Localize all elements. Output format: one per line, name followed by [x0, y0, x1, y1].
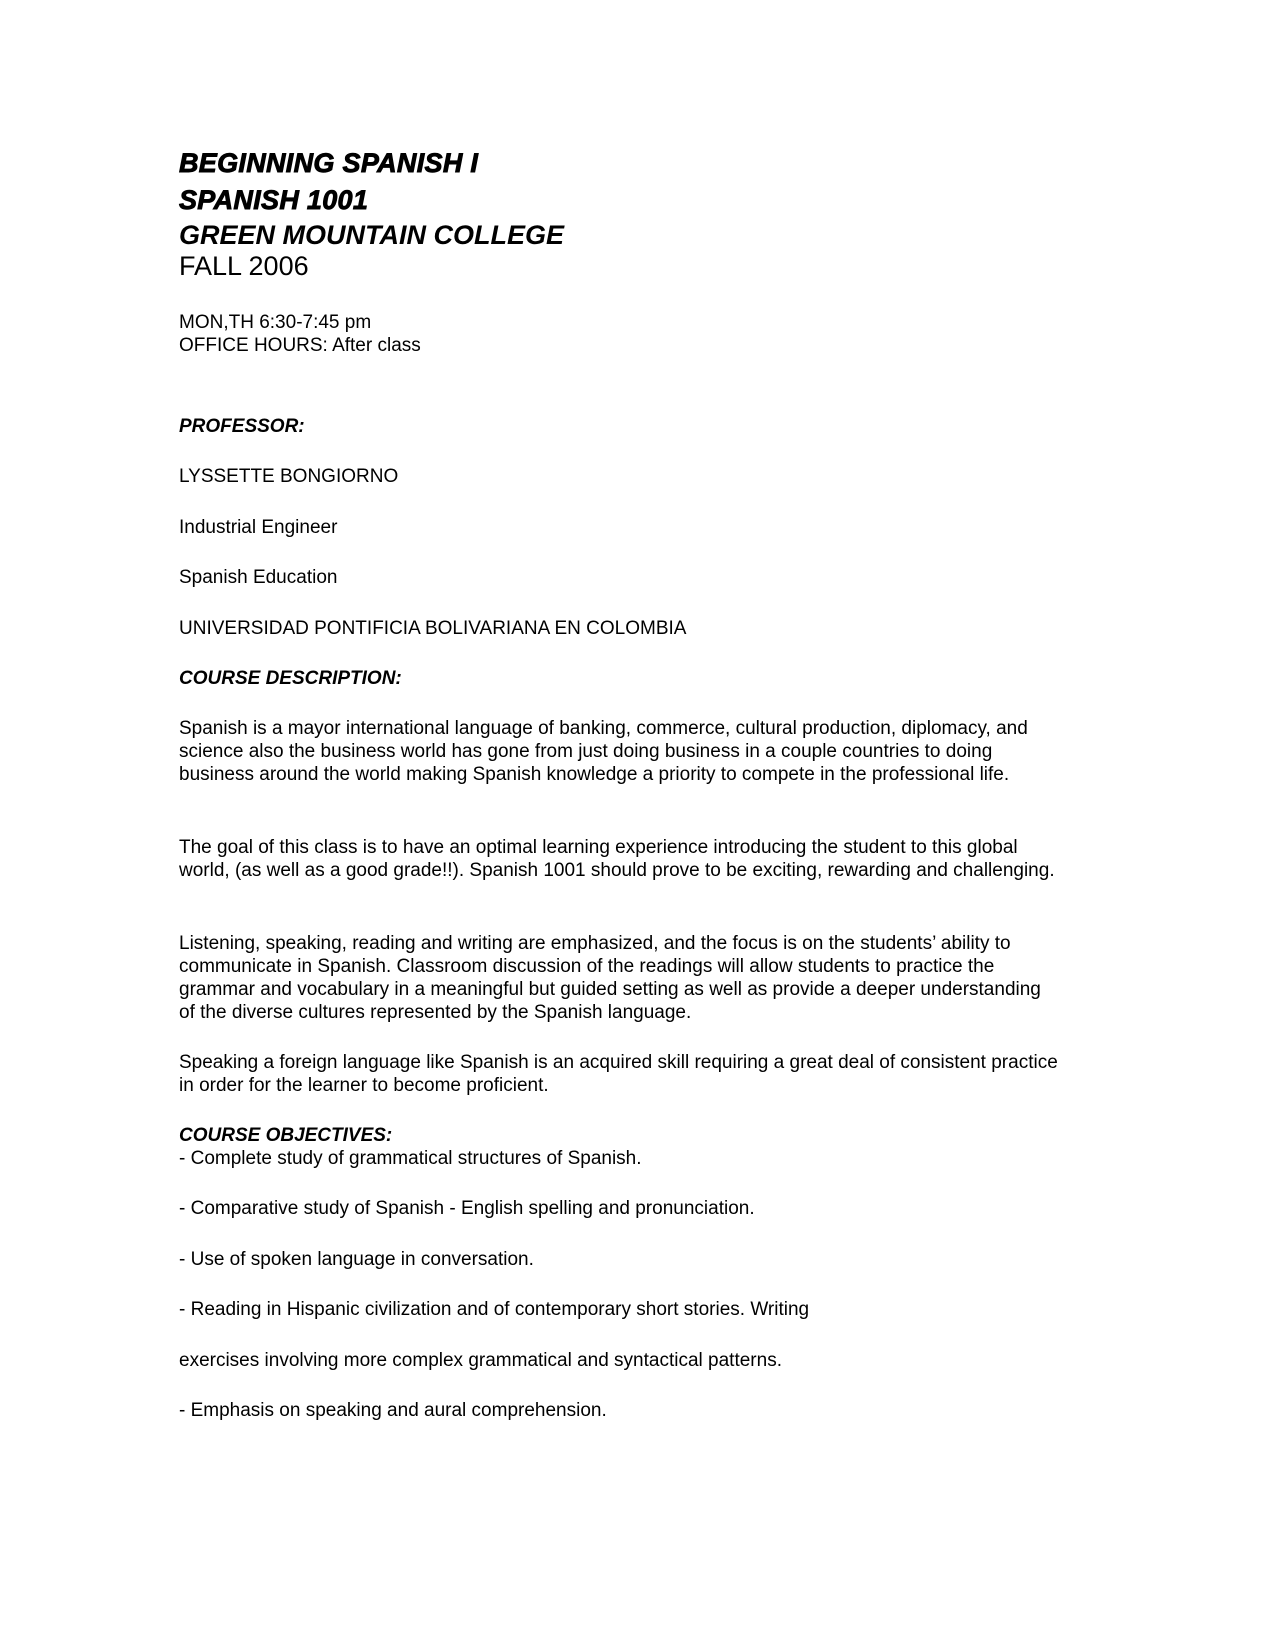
college-name: GREEN MOUNTAIN COLLEGE — [179, 220, 565, 250]
professor-name: LYSSETTE BONGIORNO — [179, 466, 399, 487]
objective-item: - Use of spoken language in conversation. — [179, 1249, 534, 1270]
course-title: BEGINNING SPANISH I — [179, 148, 479, 178]
professor-credential: Industrial Engineer — [179, 517, 338, 538]
course-objectives-heading: COURSE OBJECTIVES: — [179, 1125, 393, 1146]
office-hours: OFFICE HOURS: After class — [179, 335, 421, 356]
objective-item: exercises involving more complex grammatical and syntactical patterns. — [179, 1350, 782, 1371]
description-paragraph: Speaking a foreign language like Spanish is an acquired skill requiring a great deal of consistent practice in order for the learner to become proficient. — [179, 1052, 1058, 1096]
objective-item: - Complete study of grammatical structures of Spanish. — [179, 1148, 642, 1169]
description-paragraph: The goal of this class is to have an optimal learning experience introducing the student to this global world, (as well as a good grade!!). Spanish 1001 should prove to be exciting, rewarding and challenging. — [179, 837, 1055, 881]
meeting-time: MON,TH 6:30-7:45 pm — [179, 312, 372, 333]
objective-item: - Emphasis on speaking and aural comprehension. — [179, 1400, 607, 1421]
description-paragraph: Listening, speaking, reading and writing are emphasized, and the focus is on the students’ ability to communicate in Spanish. Classroom discussion of the readings will allow students to practice the grammar and vocabulary in a meaningful but guided setting as well as provide a deeper understanding of the diverse cultures represented by the Spanish language. — [179, 933, 1041, 1023]
professor-credential: Spanish Education — [179, 567, 338, 588]
course-description-heading: COURSE DESCRIPTION: — [179, 668, 402, 689]
professor-heading: PROFESSOR: — [179, 416, 305, 437]
professor-university: UNIVERSIDAD PONTIFICIA BOLIVARIANA EN COLOMBIA — [179, 618, 687, 639]
term: FALL 2006 — [179, 251, 309, 281]
description-paragraph: Spanish is a mayor international language of banking, commerce, cultural production, diplomacy, and science also the business world has gone from just doing business in a couple countries to doing business around the world making Spanish knowledge a priority to compete in the professional life. — [179, 718, 1028, 785]
objective-item: - Comparative study of Spanish - English spelling and pronunciation. — [179, 1198, 755, 1219]
objective-item: - Reading in Hispanic civilization and of contemporary short stories. Writing — [179, 1299, 810, 1320]
course-code: SPANISH 1001 — [179, 185, 369, 215]
